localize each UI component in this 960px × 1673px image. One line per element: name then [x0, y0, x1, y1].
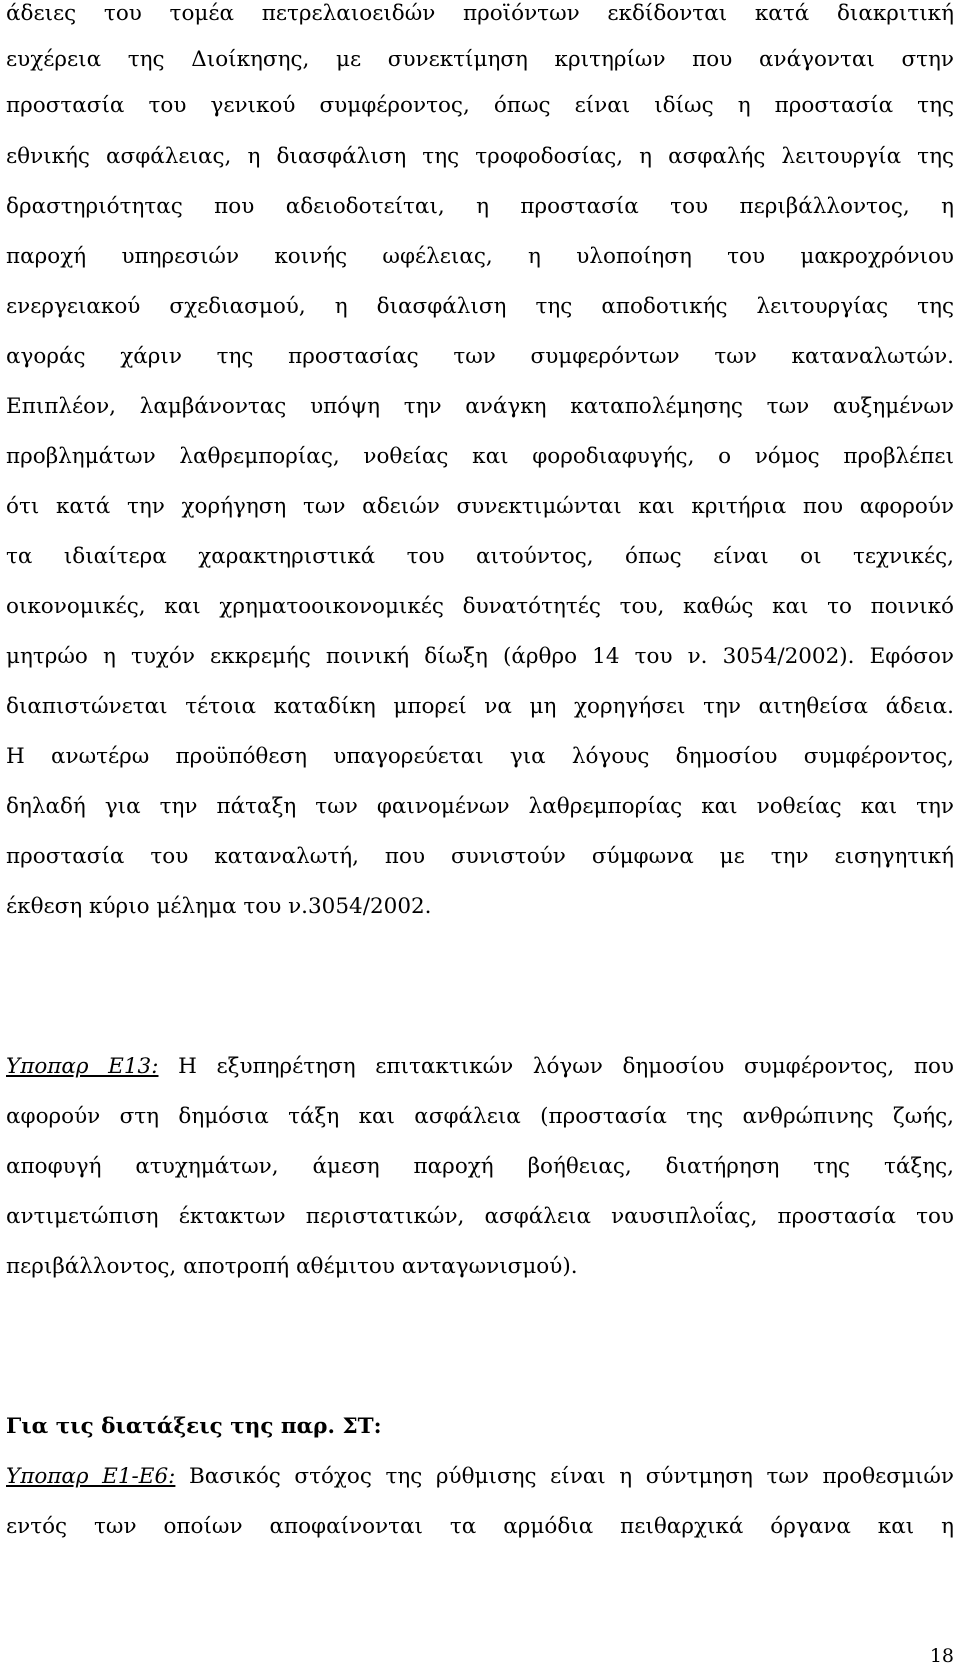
subparagraph-label: Υποπαρ Ε13:	[6, 1054, 159, 1079]
subparagraph-label: Υποπαρ Ε1-Ε6:	[6, 1464, 176, 1489]
paragraph-line: Επιπλέον, λαμβάνοντας υπόψη την ανάγκη καταπολέμησης των αυξημένων	[6, 394, 954, 419]
subparagraph-line: αφορούν στη δημόσια τάξη και ασφάλεια (προστασία της ανθρώπινης ζωής,	[6, 1104, 954, 1129]
paragraph-line: διαπιστώνεται τέτοια καταδίκη μπορεί να μη χορηγήσει την αιτηθείσα άδεια.	[6, 694, 954, 719]
paragraph-line: ευχέρεια της Διοίκησης, με συνεκτίμηση κριτηρίων που ανάγονται στην	[6, 47, 954, 72]
paragraph-line: αγοράς χάριν της προστασίας των συμφερόντων των καταναλωτών.	[6, 344, 954, 369]
document-page	[6, 0, 954, 1673]
subparagraph-line: αντιμετώπιση έκτακτων περιστατικών, ασφάλεια ναυσιπλοΐας, προστασία του	[6, 1204, 954, 1229]
paragraph-line: Η ανωτέρω προϋπόθεση υπαγορεύεται για λόγους δημοσίου συμφέροντος,	[6, 744, 954, 769]
paragraph-line: άδειες του τομέα πετρελαιοειδών προϊόντων εκδίδονται κατά διακριτική	[6, 1, 954, 26]
section-heading: Για τις διατάξεις της παρ. ΣΤ:	[6, 1414, 382, 1439]
subparagraph-line-last: περιβάλλοντος, αποτροπή αθέμιτου ανταγωνισμού).	[6, 1254, 578, 1279]
paragraph-line-last: έκθεση κύριο μέλημα του ν.3054/2002.	[6, 894, 432, 919]
page-number: 18	[929, 1645, 954, 1667]
paragraph-line: μητρώο η τυχόν εκκρεμής ποινική δίωξη (άρθρο 14 του ν. 3054/2002). Εφόσον	[6, 644, 954, 669]
subparagraph-line: εντός των οποίων αποφαίνονται τα αρμόδια πειθαρχικά όργανα και η	[6, 1514, 954, 1539]
paragraph-line: δηλαδή για την πάταξη των φαινομένων λαθρεμπορίας και νοθείας και την	[6, 794, 954, 819]
paragraph-line: τα ιδιαίτερα χαρακτηριστικά του αιτούντος, όπως είναι οι τεχνικές,	[6, 544, 954, 569]
paragraph-line: εθνικής ασφάλειας, η διασφάλιση της τροφοδοσίας, η ασφαλής λειτουργία της	[6, 144, 954, 169]
subparagraph-line	[6, 1463, 954, 1491]
subparagraph-text: Βασικός στόχος της ρύθμισης είναι η σύντμηση των προθεσμιών	[175, 1464, 954, 1489]
subparagraph-text: Η εξυπηρέτηση επιτακτικών λόγων δημοσίου συμφέροντος, που	[158, 1054, 955, 1079]
paragraph-line: δραστηριότητας που αδειοδοτείται, η προστασία του περιβάλλοντος, η	[6, 194, 954, 219]
subparagraph-line: αποφυγή ατυχημάτων, άμεση παροχή βοήθειας, διατήρηση της τάξης,	[6, 1154, 954, 1179]
subparagraph-line	[6, 1053, 954, 1081]
paragraph-line: οικονομικές, και χρηματοοικονομικές δυνατότητές του, καθώς και το ποινικό	[6, 594, 954, 619]
paragraph-line: προστασία του καταναλωτή, που συνιστούν σύμφωνα με την εισηγητική	[6, 844, 954, 869]
paragraph-line: παροχή υπηρεσιών κοινής ωφέλειας, η υλοποίηση του μακροχρόνιου	[6, 244, 954, 269]
paragraph-line: ενεργειακού σχεδιασμού, η διασφάλιση της αποδοτικής λειτουργίας της	[6, 294, 954, 319]
paragraph-line: προστασία του γενικού συμφέροντος, όπως είναι ιδίως η προστασία της	[6, 93, 954, 118]
paragraph-line: ότι κατά την χορήγηση των αδειών συνεκτιμώνται και κριτήρια που αφορούν	[6, 494, 954, 519]
paragraph-line: προβλημάτων λαθρεμπορίας, νοθείας και φοροδιαφυγής, ο νόμος προβλέπει	[6, 444, 954, 469]
